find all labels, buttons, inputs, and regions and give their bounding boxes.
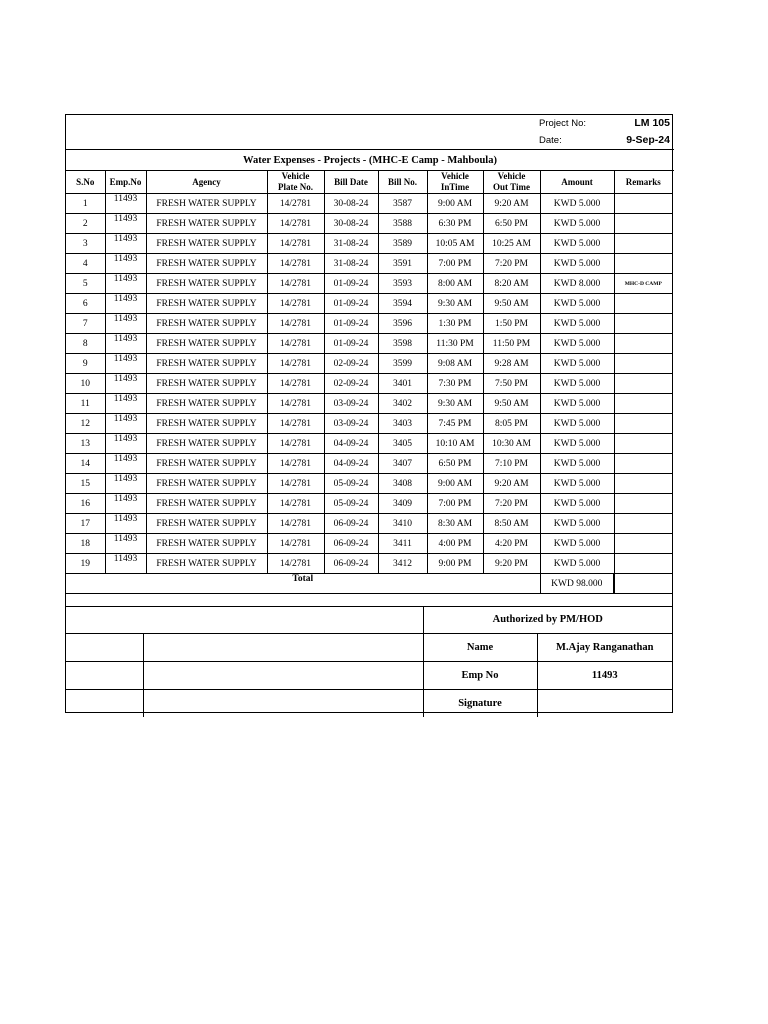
auth-heading-row [66, 606, 672, 634]
col-sno: S.No [66, 171, 105, 194]
cell-sno: 14 [66, 454, 105, 474]
cell-sno: 17 [66, 514, 105, 534]
cell-bill-date: 04-09-24 [324, 434, 378, 454]
cell-plate: 14/2781 [267, 354, 324, 374]
cell-bill-date: 06-09-24 [324, 554, 378, 574]
cell-bill-no: 3409 [378, 494, 427, 514]
date-value: 9-Sep-24 [626, 134, 670, 146]
cell-plate: 14/2781 [267, 414, 324, 434]
cell-remarks [614, 234, 672, 254]
cell-empno: 11493 [105, 354, 146, 374]
col-plate-line1: Vehicle [281, 171, 310, 181]
cell-bill-date: 31-08-24 [324, 234, 378, 254]
cell-amount: KWD 8.000 [540, 274, 614, 294]
cell-sno: 3 [66, 234, 105, 254]
name-value: M.Ajay Ranganathan [537, 634, 672, 662]
empno-label: Emp No [423, 662, 537, 690]
col-remarks: Remarks [614, 171, 672, 194]
cell-empno: 11493 [105, 234, 146, 254]
expense-table [66, 170, 672, 594]
cell-sno: 8 [66, 334, 105, 354]
cell-bill-no: 3402 [378, 394, 427, 414]
cell-amount: KWD 5.000 [540, 534, 614, 554]
cell-bill-date: 06-09-24 [324, 534, 378, 554]
cell-bill-no: 3591 [378, 254, 427, 274]
table-row [66, 554, 672, 574]
cell-amount: KWD 5.000 [540, 474, 614, 494]
cell-remarks [614, 334, 672, 354]
col-amount: Amount [540, 171, 614, 194]
cell-bill-no: 3412 [378, 554, 427, 574]
cell-bill-date: 06-09-24 [324, 514, 378, 534]
date-label: Date: [539, 135, 562, 146]
cell-in-time: 10:05 AM [427, 234, 483, 254]
cell-remarks: MHC-D CAMP [614, 274, 672, 294]
blank-cell [143, 662, 423, 690]
sheet-title: Water Expenses - Projects - (MHC-E Camp - Mahboula) [66, 149, 674, 171]
col-out-time [483, 171, 540, 194]
total-blank [614, 574, 672, 594]
cell-agency: FRESH WATER SUPPLY [146, 294, 267, 314]
cell-agency: FRESH WATER SUPPLY [146, 474, 267, 494]
cell-in-time: 9:30 AM [427, 394, 483, 414]
col-plate-line2: Plate No. [278, 182, 313, 192]
cell-in-time: 1:30 PM [427, 314, 483, 334]
col-in-time [427, 171, 483, 194]
cell-agency: FRESH WATER SUPPLY [146, 214, 267, 234]
cell-agency: FRESH WATER SUPPLY [146, 514, 267, 534]
cell-out-time: 10:25 AM [483, 234, 540, 254]
cell-plate: 14/2781 [267, 434, 324, 454]
table-row [66, 394, 672, 414]
cell-out-time: 9:50 AM [483, 294, 540, 314]
blank-cell [143, 634, 423, 662]
cell-bill-date: 05-09-24 [324, 494, 378, 514]
cell-agency: FRESH WATER SUPPLY [146, 334, 267, 354]
cell-sno: 1 [66, 194, 105, 214]
cell-plate: 14/2781 [267, 454, 324, 474]
cell-agency: FRESH WATER SUPPLY [146, 434, 267, 454]
table-row [66, 234, 672, 254]
table-row [66, 334, 672, 354]
expense-sheet [65, 114, 673, 713]
cell-out-time: 9:20 AM [483, 194, 540, 214]
cell-agency: FRESH WATER SUPPLY [146, 494, 267, 514]
cell-bill-date: 02-09-24 [324, 354, 378, 374]
cell-out-time: 10:30 AM [483, 434, 540, 454]
cell-bill-date: 01-09-24 [324, 334, 378, 354]
cell-empno: 11493 [105, 534, 146, 554]
cell-amount: KWD 5.000 [540, 454, 614, 474]
cell-bill-no: 3598 [378, 334, 427, 354]
cell-in-time: 11:30 PM [427, 334, 483, 354]
cell-amount: KWD 5.000 [540, 214, 614, 234]
table-row [66, 434, 672, 454]
cell-bill-no: 3599 [378, 354, 427, 374]
cell-sno: 2 [66, 214, 105, 234]
table-row [66, 194, 672, 214]
cell-sno: 5 [66, 274, 105, 294]
cell-remarks [614, 374, 672, 394]
cell-empno: 11493 [105, 514, 146, 534]
cell-sno: 19 [66, 554, 105, 574]
cell-amount: KWD 5.000 [540, 254, 614, 274]
cell-amount: KWD 5.000 [540, 374, 614, 394]
cell-empno: 11493 [105, 554, 146, 574]
cell-agency: FRESH WATER SUPPLY [146, 374, 267, 394]
cell-agency: FRESH WATER SUPPLY [146, 194, 267, 214]
cell-amount: KWD 5.000 [540, 434, 614, 454]
cell-bill-date: 02-09-24 [324, 374, 378, 394]
blank-cell [66, 634, 143, 662]
cell-bill-no: 3401 [378, 374, 427, 394]
cell-sno: 10 [66, 374, 105, 394]
table-row [66, 274, 672, 294]
cell-empno: 11493 [105, 294, 146, 314]
project-no-value: LM 105 [634, 117, 670, 129]
cell-plate: 14/2781 [267, 394, 324, 414]
cell-plate: 14/2781 [267, 514, 324, 534]
cell-remarks [614, 294, 672, 314]
cell-out-time: 8:50 AM [483, 514, 540, 534]
col-empno: Emp.No [105, 171, 146, 194]
cell-bill-no: 3596 [378, 314, 427, 334]
cell-amount: KWD 5.000 [540, 354, 614, 374]
cell-bill-no: 3587 [378, 194, 427, 214]
auth-signature-row [66, 690, 672, 718]
cell-in-time: 7:00 PM [427, 254, 483, 274]
cell-empno: 11493 [105, 394, 146, 414]
cell-bill-date: 30-08-24 [324, 194, 378, 214]
cell-in-time: 9:00 AM [427, 194, 483, 214]
total-amount: KWD 98.000 [540, 574, 614, 594]
auth-heading: Authorized by PM/HOD [423, 606, 672, 634]
cell-in-time: 9:00 PM [427, 554, 483, 574]
auth-name-row [66, 634, 672, 662]
cell-remarks [614, 454, 672, 474]
table-row [66, 494, 672, 514]
col-bill-no: Bill No. [378, 171, 427, 194]
cell-amount: KWD 5.000 [540, 494, 614, 514]
cell-sno: 7 [66, 314, 105, 334]
cell-remarks [614, 354, 672, 374]
cell-out-time: 9:20 AM [483, 474, 540, 494]
cell-agency: FRESH WATER SUPPLY [146, 354, 267, 374]
table-row [66, 314, 672, 334]
col-in-line1: Vehicle [441, 171, 469, 181]
cell-empno: 11493 [105, 454, 146, 474]
table-row [66, 534, 672, 554]
cell-bill-date: 04-09-24 [324, 454, 378, 474]
cell-bill-date: 01-09-24 [324, 314, 378, 334]
cell-remarks [614, 394, 672, 414]
cell-empno: 11493 [105, 334, 146, 354]
cell-in-time: 4:00 PM [427, 534, 483, 554]
cell-in-time: 9:30 AM [427, 294, 483, 314]
cell-amount: KWD 5.000 [540, 194, 614, 214]
cell-remarks [614, 434, 672, 454]
cell-remarks [614, 314, 672, 334]
cell-sno: 15 [66, 474, 105, 494]
cell-plate: 14/2781 [267, 314, 324, 334]
table-row [66, 354, 672, 374]
blank-cell [143, 690, 423, 718]
cell-agency: FRESH WATER SUPPLY [146, 234, 267, 254]
cell-plate: 14/2781 [267, 234, 324, 254]
cell-in-time: 6:50 PM [427, 454, 483, 474]
cell-bill-no: 3408 [378, 474, 427, 494]
table-row [66, 514, 672, 534]
cell-empno: 11493 [105, 214, 146, 234]
cell-agency: FRESH WATER SUPPLY [146, 314, 267, 334]
cell-empno: 11493 [105, 254, 146, 274]
cell-bill-no: 3405 [378, 434, 427, 454]
cell-agency: FRESH WATER SUPPLY [146, 274, 267, 294]
cell-remarks [614, 194, 672, 214]
cell-agency: FRESH WATER SUPPLY [146, 454, 267, 474]
cell-in-time: 10:10 AM [427, 434, 483, 454]
cell-amount: KWD 5.000 [540, 334, 614, 354]
cell-amount: KWD 5.000 [540, 554, 614, 574]
cell-remarks [614, 474, 672, 494]
cell-in-time: 7:00 PM [427, 494, 483, 514]
cell-bill-date: 03-09-24 [324, 414, 378, 434]
signature-label: Signature [423, 690, 537, 718]
cell-bill-no: 3589 [378, 234, 427, 254]
cell-amount: KWD 5.000 [540, 394, 614, 414]
cell-bill-date: 01-09-24 [324, 274, 378, 294]
cell-plate: 14/2781 [267, 274, 324, 294]
cell-out-time: 7:50 PM [483, 374, 540, 394]
cell-out-time: 1:50 PM [483, 314, 540, 334]
cell-bill-no: 3407 [378, 454, 427, 474]
cell-remarks [614, 414, 672, 434]
cell-amount: KWD 5.000 [540, 234, 614, 254]
cell-empno: 11493 [105, 274, 146, 294]
cell-empno: 11493 [105, 194, 146, 214]
cell-in-time: 9:08 AM [427, 354, 483, 374]
cell-sno: 18 [66, 534, 105, 554]
signature-value [537, 690, 672, 718]
col-out-line2: Out Time [493, 182, 530, 192]
col-in-line2: InTime [440, 182, 470, 192]
cell-in-time: 6:30 PM [427, 214, 483, 234]
cell-plate: 14/2781 [267, 194, 324, 214]
cell-bill-no: 3594 [378, 294, 427, 314]
cell-bill-date: 01-09-24 [324, 294, 378, 314]
cell-plate: 14/2781 [267, 254, 324, 274]
total-label: Total [66, 574, 540, 594]
empno-value: 11493 [537, 662, 672, 690]
cell-bill-date: 31-08-24 [324, 254, 378, 274]
cell-bill-no: 3588 [378, 214, 427, 234]
cell-bill-no: 3410 [378, 514, 427, 534]
table-row [66, 294, 672, 314]
auth-blank-top [66, 606, 423, 634]
auth-empno-row [66, 662, 672, 690]
cell-remarks [614, 494, 672, 514]
cell-agency: FRESH WATER SUPPLY [146, 414, 267, 434]
cell-empno: 11493 [105, 494, 146, 514]
cell-remarks [614, 254, 672, 274]
cell-agency: FRESH WATER SUPPLY [146, 534, 267, 554]
cell-sno: 13 [66, 434, 105, 454]
cell-remarks [614, 534, 672, 554]
cell-out-time: 7:20 PM [483, 494, 540, 514]
cell-bill-no: 3411 [378, 534, 427, 554]
cell-plate: 14/2781 [267, 494, 324, 514]
cell-remarks [614, 214, 672, 234]
cell-out-time: 8:20 AM [483, 274, 540, 294]
table-row [66, 254, 672, 274]
cell-amount: KWD 5.000 [540, 314, 614, 334]
cell-empno: 11493 [105, 374, 146, 394]
cell-empno: 11493 [105, 474, 146, 494]
cell-sno: 12 [66, 414, 105, 434]
cell-in-time: 8:30 AM [427, 514, 483, 534]
cell-sno: 16 [66, 494, 105, 514]
cell-amount: KWD 5.000 [540, 294, 614, 314]
cell-bill-no: 3593 [378, 274, 427, 294]
table-row [66, 214, 672, 234]
cell-sno: 4 [66, 254, 105, 274]
cell-agency: FRESH WATER SUPPLY [146, 554, 267, 574]
cell-bill-no: 3403 [378, 414, 427, 434]
cell-out-time: 7:10 PM [483, 454, 540, 474]
col-out-line1: Vehicle [497, 171, 526, 181]
cell-out-time: 7:20 PM [483, 254, 540, 274]
cell-out-time: 4:20 PM [483, 534, 540, 554]
table-row [66, 374, 672, 394]
cell-plate: 14/2781 [267, 534, 324, 554]
total-row [66, 574, 672, 594]
cell-bill-date: 30-08-24 [324, 214, 378, 234]
cell-amount: KWD 5.000 [540, 414, 614, 434]
cell-plate: 14/2781 [267, 474, 324, 494]
col-bill-date: Bill Date [324, 171, 378, 194]
cell-plate: 14/2781 [267, 214, 324, 234]
cell-out-time: 9:50 AM [483, 394, 540, 414]
cell-out-time: 9:28 AM [483, 354, 540, 374]
cell-plate: 14/2781 [267, 374, 324, 394]
cell-plate: 14/2781 [267, 334, 324, 354]
cell-empno: 11493 [105, 414, 146, 434]
cell-empno: 11493 [105, 434, 146, 454]
cell-agency: FRESH WATER SUPPLY [146, 254, 267, 274]
cell-sno: 6 [66, 294, 105, 314]
blank-cell [66, 662, 143, 690]
name-label: Name [423, 634, 537, 662]
section-divider [66, 593, 672, 607]
col-agency: Agency [146, 171, 267, 194]
cell-plate: 14/2781 [267, 554, 324, 574]
table-row [66, 414, 672, 434]
blank-cell [66, 690, 143, 718]
cell-in-time: 9:00 AM [427, 474, 483, 494]
project-no-label: Project No: [539, 118, 586, 129]
cell-out-time: 8:05 PM [483, 414, 540, 434]
table-header-row [66, 171, 672, 194]
cell-sno: 11 [66, 394, 105, 414]
cell-bill-date: 03-09-24 [324, 394, 378, 414]
cell-sno: 9 [66, 354, 105, 374]
cell-out-time: 9:20 PM [483, 554, 540, 574]
authorization-table [66, 606, 672, 717]
cell-in-time: 7:45 PM [427, 414, 483, 434]
table-row [66, 474, 672, 494]
cell-remarks [614, 514, 672, 534]
col-plate [267, 171, 324, 194]
cell-out-time: 11:50 PM [483, 334, 540, 354]
cell-remarks [614, 554, 672, 574]
cell-empno: 11493 [105, 314, 146, 334]
cell-out-time: 6:50 PM [483, 214, 540, 234]
cell-plate: 14/2781 [267, 294, 324, 314]
cell-bill-date: 05-09-24 [324, 474, 378, 494]
cell-agency: FRESH WATER SUPPLY [146, 394, 267, 414]
table-row [66, 454, 672, 474]
cell-in-time: 8:00 AM [427, 274, 483, 294]
cell-in-time: 7:30 PM [427, 374, 483, 394]
cell-amount: KWD 5.000 [540, 514, 614, 534]
